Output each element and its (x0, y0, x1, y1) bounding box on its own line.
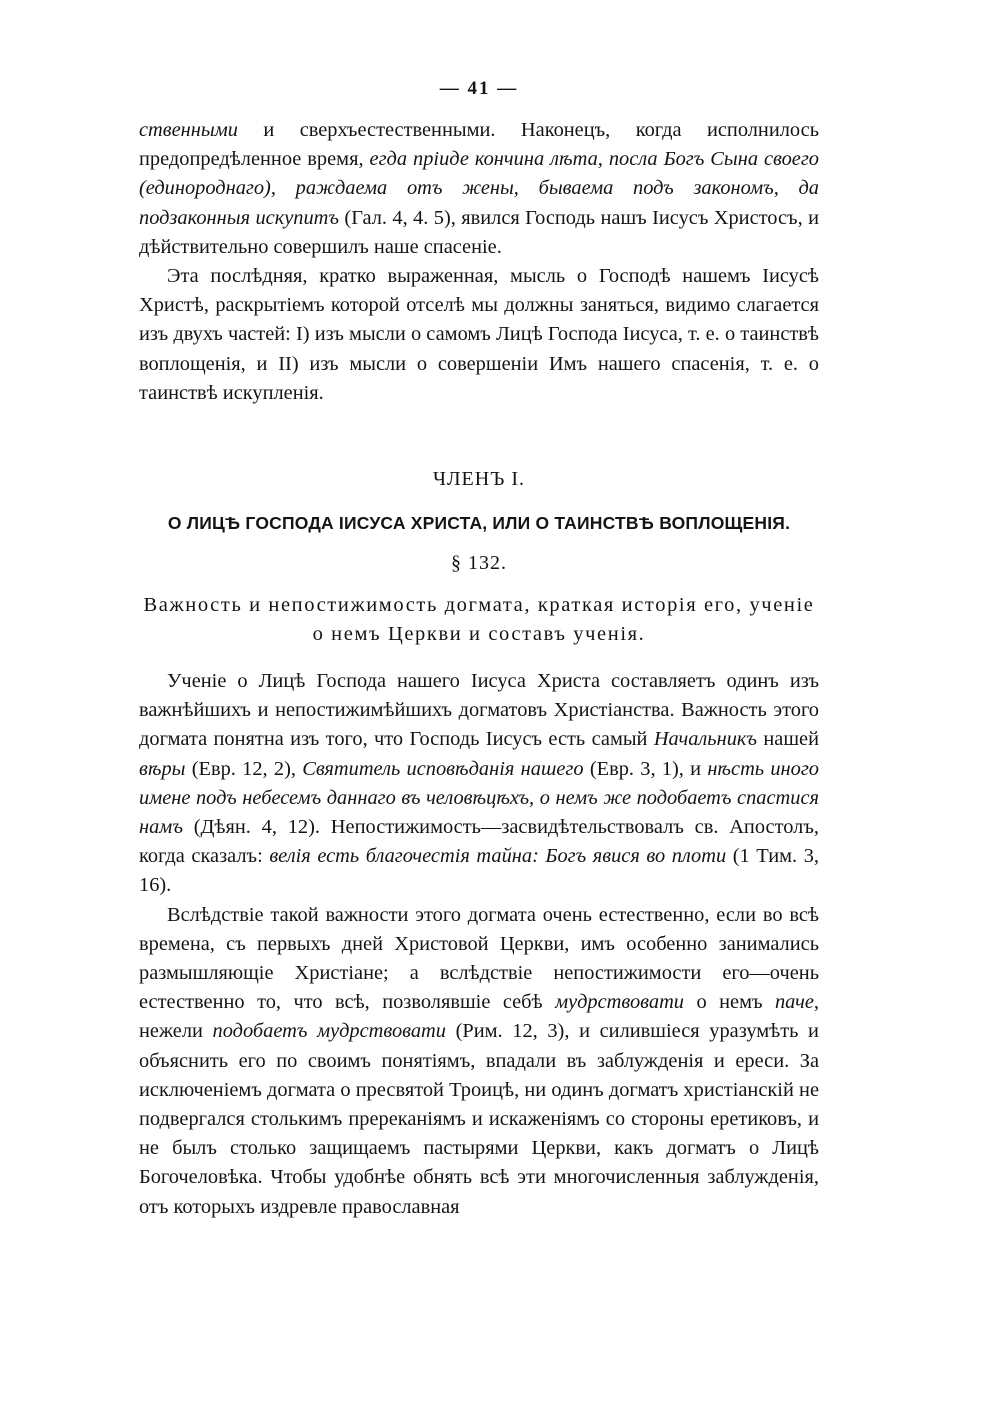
text-run: велія есть благочестія тайна: Богъ явися во плоти (269, 845, 727, 868)
member-heading: ЧЛЕНЪ I. (432, 468, 525, 491)
text-run: Вслѣдствіе такой важности этого догмата очень естественно, если во всѣ времена, съ первыхъ дней Христовой Церкви, имъ особенно занимались размышляющіе Христіане; а вслѣдствіе непостижимости его—очень естественно то, что всѣ, позволявшіе себѣ (139, 903, 819, 1014)
text-run: мудрствовати (555, 991, 684, 1014)
intro-paragraph-1 (139, 116, 819, 262)
text-run: о немъ (684, 991, 775, 1014)
text-run: паче (774, 991, 814, 1014)
intro-paragraph-2: Эта послѣдняя, кратко выраженная, мысль о Господѣ нашемъ Іисусѣ Христѣ, раскрытіемъ которой отселѣ мы должны заняться, видимо слагается изъ двухъ частей: I) изъ мысли о самомъ Лицѣ Господа Іисуса, т. е. о таинствѣ воплощенія, и II) изъ мысли о совершеніи Имъ нашего спасенія, т. е. о таинствѣ искупленія. (139, 265, 819, 404)
text-run: нѣсть иного имене подъ небесемъ даннаго въ человѣцѣхъ, о немъ же подобаетъ спастися намъ (139, 757, 819, 839)
text-run: Ученіе о Лицѣ Господа нашего Іисуса Христа составляетъ одинъ изъ важнѣйшихъ и непостижимѣйшихъ догматовъ Христіанства. Важность этого догмата понятна изъ того, что Господь Іисусъ есть самый (139, 670, 819, 751)
text-run: ственными (139, 119, 238, 141)
text-run: (Гал. 4, 4. 5), явился Господь нашъ Іисусъ Христосъ, и дѣйствительно совершилъ наше спасеніе. (139, 206, 819, 258)
paragraph-number: § 132. (451, 552, 507, 575)
section-subtitle: Важность и непостижимость догмата, краткая исторія его, ученіе о немъ Церкви и составъ ученія. (143, 594, 815, 646)
text-run: егда пріиде кончина лѣта, посла Богъ Сына своего (единороднаго), раждаема отъ жены, бываема подъ закономъ, да подзаконныя искупитъ (139, 148, 819, 229)
book-page (139, 78, 819, 1222)
page-number: — 41 — (439, 78, 519, 99)
text-run: и сверхъестественными. Наконецъ, когда исполнилось предопредѣленное время, (139, 119, 819, 171)
text-run: Начальникъ (653, 728, 758, 751)
text-run: (Рим. 12, 3), и силившіеся уразумѣть и объяснить его по своимъ понятіямъ, впадали въ заблужденія и ереси. За исключеніемъ догмата о пресвятой Троицѣ, ни одинъ догматъ христіанскій не подвергался столькимъ пререканіямъ и искаженіямъ со стороны еретиковъ, и не былъ столько защищаемъ пастырями Церкви, какъ догматъ о Лицѣ Богочеловѣка. Чтобы удобнѣе обнять всѣ эти многочисленныя заблужденія, отъ которыхъ издревле православная (139, 1020, 819, 1218)
body-paragraph-2 (139, 901, 819, 1222)
section-title: О ЛИЦѢ ГОСПОДА ІИСУСА ХРИСТА, ИЛИ О ТАИНСТВѢ ВОПЛОЩЕНІЯ. (167, 513, 791, 534)
text-run: , нежели (139, 991, 819, 1043)
body-paragraph-1 (139, 667, 819, 901)
text-run: (Евр. 3, 1), и (583, 757, 708, 780)
text-run: (Дѣян. 4, 12). Непостижимость—засвидѣтельствовалъ св. Апостолъ, когда сказалъ: (139, 816, 819, 868)
text-run: подобаетъ мудрствовати (212, 1020, 446, 1043)
text-run: нашей (757, 728, 820, 751)
text-run: вѣры (139, 757, 186, 780)
text-run: (Евр. 12, 2), (185, 757, 303, 780)
text-run: (1 Тим. 3, 16). (139, 845, 819, 897)
text-run: Святитель исповѣданія нашего (302, 757, 584, 780)
